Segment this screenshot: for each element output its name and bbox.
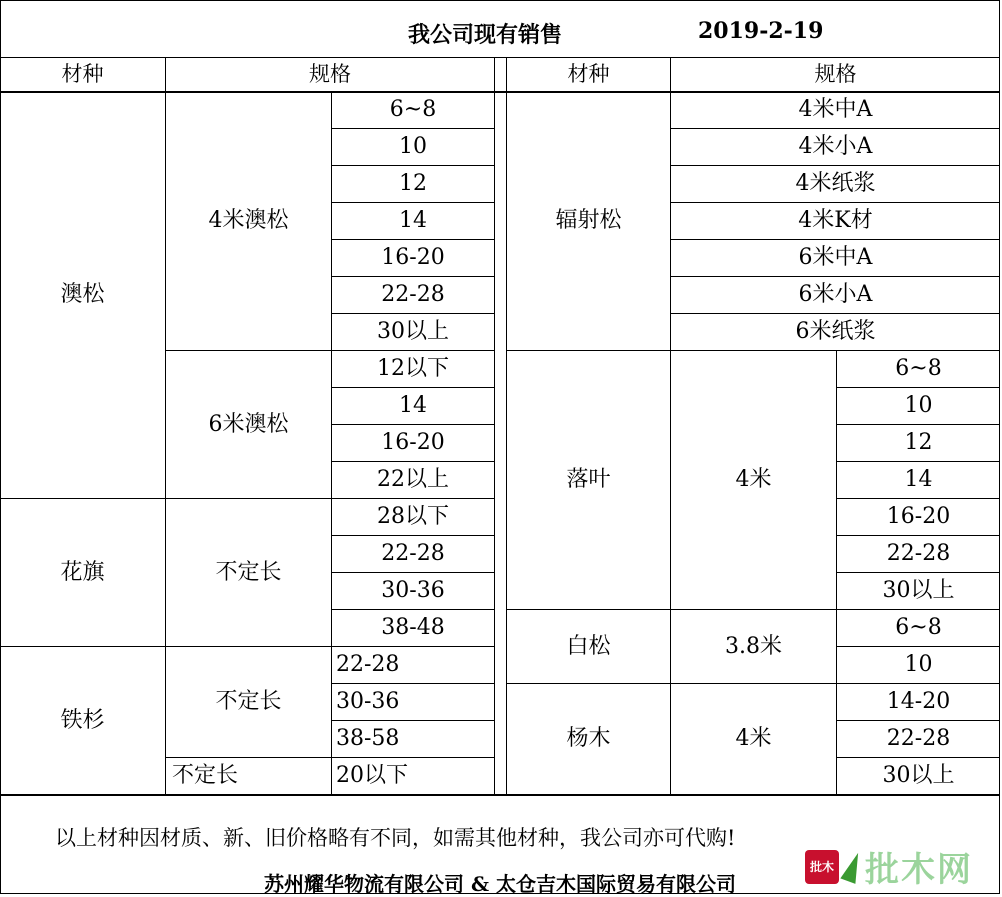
size-cell: 14 (399, 393, 427, 418)
rule (0, 794, 1000, 796)
size-cell: 12以下 (377, 356, 449, 381)
column-header-spec: 规格 (814, 62, 857, 86)
spec-cell: 4米中A (798, 97, 873, 122)
spec-cell: 6米小A (798, 282, 873, 307)
remark-note: 以上材种因材质、新、旧价格略有不同，如需其他材种，我公司亦可代购! (55, 826, 736, 850)
length-cell: 3.8米 (725, 633, 782, 659)
spec-cell: 6米纸浆 (795, 319, 876, 344)
species-yangmu: 杨木 (566, 726, 611, 751)
size-cell: 10 (904, 652, 933, 677)
size-cell: 10 (904, 393, 933, 418)
size-cell: 14 (399, 208, 427, 233)
size-cell: 14 (904, 467, 933, 492)
column-header-species: 材种 (567, 62, 610, 86)
size-cell: 20以下 (336, 763, 408, 788)
size-cell: 22-28 (381, 282, 445, 307)
group-4m-aosong: 4米澳松 (208, 208, 289, 233)
size-cell: 16-20 (381, 430, 445, 455)
size-cell: 38-58 (336, 726, 400, 751)
logo-text: 批木网 (865, 850, 973, 890)
spec-cell: 4米K材 (798, 208, 873, 233)
species-huaqi: 花旗 (60, 559, 105, 585)
length-cell: 4米 (735, 467, 772, 492)
size-cell: 30-36 (336, 689, 400, 714)
size-cell: 6~8 (389, 97, 437, 122)
size-cell: 22-28 (336, 652, 400, 677)
size-cell: 22-28 (886, 541, 951, 566)
size-cell: 22-28 (381, 541, 445, 566)
size-cell: 10 (399, 134, 427, 159)
spec-cell: 6米中A (798, 245, 873, 270)
size-cell: 16-20 (381, 245, 445, 270)
rule (494, 58, 495, 795)
length-cell: 不定长 (215, 559, 282, 585)
logo-badge: 批木 (805, 850, 839, 884)
size-cell: 30以上 (882, 763, 955, 788)
spec-cell: 4米纸浆 (795, 171, 876, 196)
species-fushe: 辐射松 (555, 208, 622, 233)
group-6m-aosong: 6米澳松 (208, 411, 289, 437)
date-label: 2019-2-19 (698, 18, 824, 44)
spec-cell: 4米小A (798, 134, 873, 159)
length-cell: 不定长 (215, 689, 282, 714)
size-cell: 30以上 (377, 319, 449, 344)
page-title: 我公司现有销售 (408, 22, 563, 48)
species-baisong: 白松 (566, 633, 611, 659)
size-cell: 38-48 (381, 615, 445, 640)
species-aosong: 澳松 (60, 282, 105, 307)
size-cell: 6~8 (895, 615, 942, 640)
size-cell: 6~8 (895, 356, 942, 381)
size-cell: 28以下 (377, 504, 449, 529)
size-cell: 12 (399, 171, 427, 196)
length-cell: 4米 (735, 726, 772, 751)
size-cell: 30-36 (381, 578, 445, 603)
size-cell: 22-28 (886, 726, 951, 751)
size-cell: 12 (904, 430, 933, 455)
size-cell: 22以上 (377, 467, 449, 492)
length-cell: 不定长 (172, 763, 239, 788)
species-tieshan: 铁杉 (60, 707, 105, 733)
column-header-spec: 规格 (309, 62, 351, 86)
species-luoye: 落叶 (566, 467, 611, 492)
size-cell: 16-20 (886, 504, 951, 529)
company-footer: 苏州耀华物流有限公司 & 太仓吉木国际贸易有限公司 (264, 872, 736, 896)
column-header-species: 材种 (61, 62, 104, 86)
size-cell: 14-20 (886, 689, 951, 714)
size-cell: 30以上 (882, 578, 955, 603)
